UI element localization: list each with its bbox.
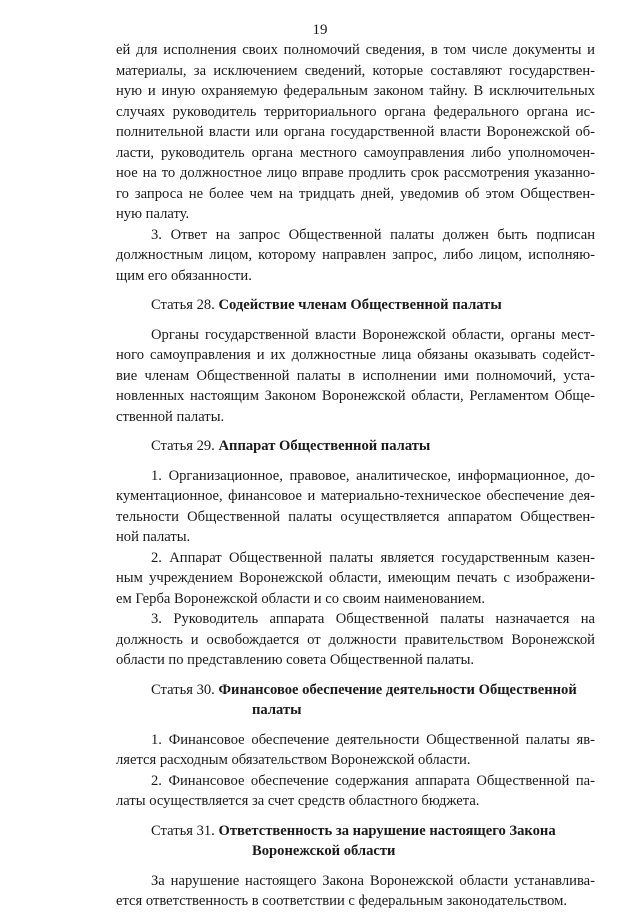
paragraph <box>116 548 595 610</box>
text-line: тельности Общественной палаты осуществляется аппаратом Обществен- <box>116 508 595 525</box>
page-number: 19 <box>312 22 328 38</box>
text-line: материалы, за исключением сведений, которые составляют государствен- <box>116 62 595 79</box>
article-title: Ответственность за нарушение настоящего Закона <box>218 822 556 839</box>
article-title-cont: палаты <box>252 702 302 718</box>
paragraph <box>116 225 595 287</box>
paragraph <box>116 730 595 771</box>
article-30-heading <box>116 680 595 721</box>
text-line: ем Герба Воронежской области и со своим наименованием. <box>116 590 485 607</box>
text-line: Органы государственной власти Воронежской области, органы мест- <box>151 326 595 343</box>
text-line: ей для исполнения своих полномочий сведения, в том числе документы и <box>116 42 595 58</box>
paragraph <box>116 871 595 912</box>
text-line: 2. Аппарат Общественной палаты является государственным казен- <box>151 549 595 566</box>
text-line: 1. Организационное, правовое, аналитическое, информационное, до- <box>151 467 595 484</box>
text-line: кументационное, финансовое и материально-техническое обеспечение дея- <box>116 488 595 504</box>
document-body <box>116 40 595 912</box>
text-line: ной палаты. <box>116 529 191 545</box>
article-title: Содействие членам Общественной палаты <box>218 297 502 313</box>
article-prefix: Статья 31. <box>151 822 215 839</box>
text-line: полнительной власти или органа государственной власти Воронежской об- <box>116 124 595 140</box>
text-line: вие членам Общественной палаты в исполнении ими полномочий, уста- <box>116 367 595 384</box>
article-28-heading <box>116 295 595 316</box>
article-31-heading <box>116 821 595 862</box>
text-line: За нарушение настоящего Закона Воронежской области устанавлива- <box>151 872 595 889</box>
paragraph <box>116 609 595 671</box>
text-line: должностным лицом, которому направлен запрос, либо лицом, исполняю- <box>116 247 595 263</box>
text-line: ется ответственность в соответствии с федеральным законодательством. <box>116 893 567 909</box>
article-title-cont: Воронежской области <box>252 843 396 859</box>
text-line: 1. Финансовое обеспечение деятельности Общественной палаты яв- <box>151 731 595 748</box>
paragraph <box>116 466 595 548</box>
text-line: ного самоуправления и их должностные лица обязаны оказывать содейст- <box>116 347 595 363</box>
text-line: ственной палаты. <box>116 408 225 425</box>
text-line: ную и иную охраняемую федеральным законом тайну. В исключительных <box>116 83 595 99</box>
article-title: Аппарат Общественной палаты <box>218 438 431 454</box>
paragraph <box>116 771 595 812</box>
text-line: го запроса не более чем на тридцать дней, уведомив об этом Обществен- <box>116 185 595 202</box>
article-title: Финансовое обеспечение деятельности Общественной <box>218 681 577 698</box>
text-line: 3. Руководитель аппарата Общественной палаты назначается на <box>151 611 595 627</box>
text-line: области по представлению совета Общественной палаты. <box>116 652 475 668</box>
text-line: ляется расходным обязательством Воронежской области. <box>116 752 471 768</box>
text-line: 2. Финансовое обеспечение содержания аппарата Общественной па- <box>151 772 595 789</box>
text-line: латы осуществляется за счет средств областного бюджета. <box>116 793 480 809</box>
text-line: ласти, руководитель органа местного самоуправления либо уполномочен- <box>116 144 595 161</box>
article-29-heading <box>116 436 595 457</box>
text-line: 3. Ответ на запрос Общественной палаты должен быть подписан <box>151 226 595 243</box>
text-line: должность и освобождается от должности правительством Воронежской <box>116 631 595 648</box>
article-prefix: Статья 30. <box>151 681 215 698</box>
text-line: щим его обязанности. <box>116 267 252 284</box>
text-line: ную палату. <box>116 206 190 222</box>
text-line: ное на то должностное лицо вправе продлить срок рассмотрения указанно- <box>116 165 595 181</box>
article-prefix: Статья 29. <box>151 438 215 454</box>
article-prefix: Статья 28. <box>151 297 215 313</box>
paragraph <box>116 325 595 428</box>
text-line: случаях руководитель территориального органа федерального органа ис- <box>116 103 595 120</box>
text-line: новленных настоящим Законом Воронежской области, Регламентом Обще- <box>116 388 595 404</box>
paragraph <box>116 40 595 225</box>
text-line: ным учреждением Воронежской области, имеющим печать с изображени- <box>116 570 595 586</box>
